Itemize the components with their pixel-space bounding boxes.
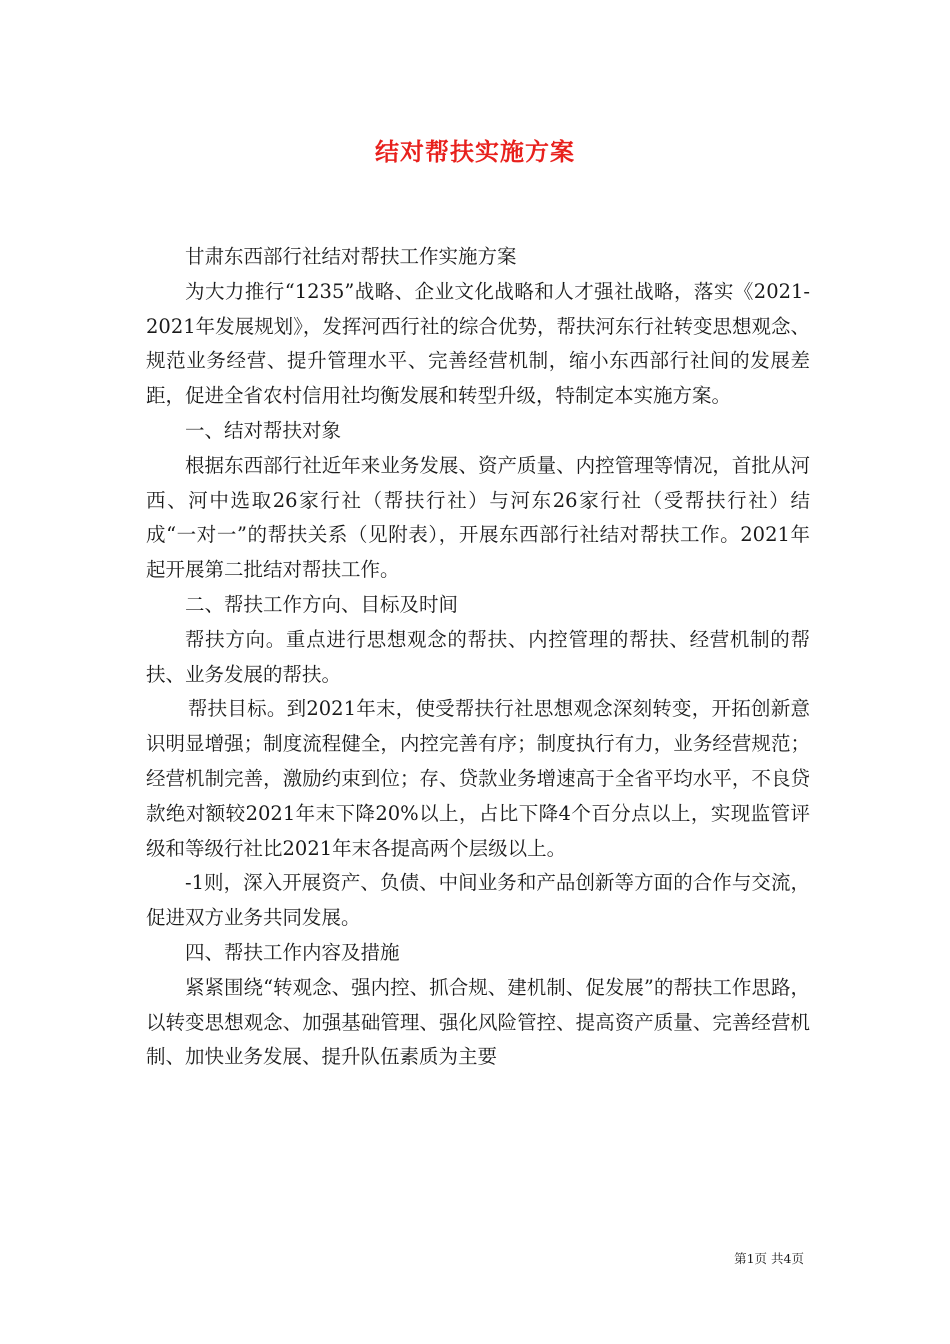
section-heading-4: 四、帮扶工作内容及措施 <box>185 940 400 964</box>
section-1-paragraph: 根据东西部行社近年来业务发展、资产质量、内控管理等情况，首批从河西、河中选取26家行社（帮扶行社）与河东26家行社（受帮扶行社）结成“一对一”的帮扶关系（见附表），开展东西部行社结对帮扶工作。2021年起开展第二批结对帮扶工作。 <box>146 453 810 582</box>
section-heading-1: 一、结对帮扶对象 <box>185 418 342 442</box>
subtitle-paragraph: 甘肃东西部行社结对帮扶工作实施方案 <box>185 245 517 268</box>
principle-paragraph: -1则，深入开展资产、负债、中间业务和产品创新等方面的合作与交流，促进双方业务共同发展。 <box>146 871 810 930</box>
section-heading-2: 二、帮扶工作方向、目标及时间 <box>185 592 459 616</box>
section-4-paragraph: 紧紧围绕“转观念、强内控、抓合规、建机制、促发展”的帮扶工作思路，以转变思想观念、加强基础管理、强化风险管控、提高资产质量、完善经营机制、加快业务发展、提升队伍素质为主要 <box>146 975 810 1069</box>
document-title: 结对帮扶实施方案 <box>375 137 575 166</box>
page-number: 第1页 共4页 <box>734 1251 804 1266</box>
document-body <box>146 240 810 1075</box>
direction-paragraph: 帮扶方向。重点进行思想观念的帮扶、内控管理的帮扶、经营机制的帮扶、业务发展的帮扶。 <box>146 627 810 686</box>
intro-paragraph: 为大力推行“1235”战略、企业文化战略和人才强社战略，落实《2021-2021年发展规划》，发挥河西行社的综合优势，帮扶河东行社转变思想观念、规范业务经营、提升管理水平、完善经营机制，缩小东西部行社间的发展差距，促进全省农村信用社均衡发展和转型升级，特制定本实施方案。 <box>146 279 810 408</box>
goal-paragraph: 帮扶目标。到2021年末，使受帮扶行社思想观念深刻转变，开拓创新意识明显增强；制度流程健全，内控完善有序；制度执行有力，业务经营规范；经营机制完善，激励约束到位；存、贷款业务增速高于全省平均水平，不良贷款绝对额较2021年末下降20%以上，占比下降4个百分点以上，实现监管评级和等级行社比2021年末各提高两个层级以上。 <box>146 697 810 860</box>
